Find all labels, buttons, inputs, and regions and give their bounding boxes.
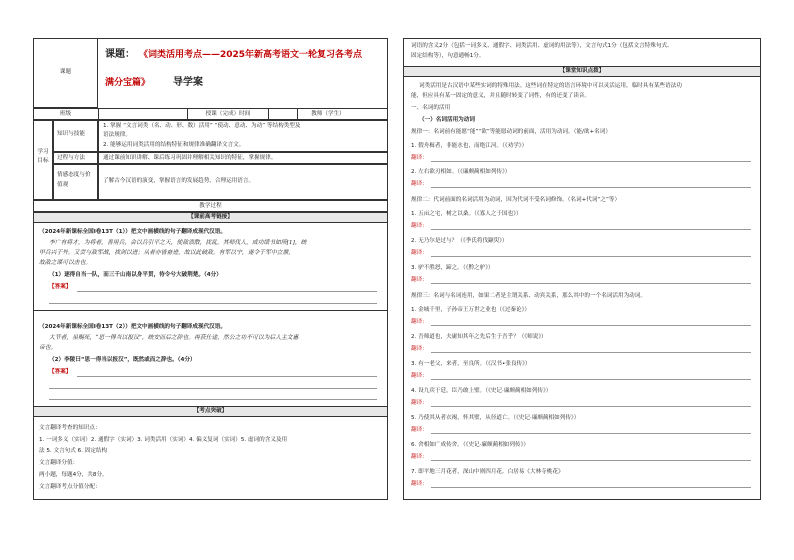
rule1-item1-translate-label: 翻译： xyxy=(411,155,428,161)
rule3-item1-answer-line[interactable] xyxy=(431,325,751,326)
q1-answer-line-2[interactable] xyxy=(49,303,377,304)
rule2-item1-answer-line[interactable] xyxy=(431,229,751,230)
rule3-item5-translate-label: 翻译： xyxy=(411,427,428,433)
score-text: 两小题，每题4分，共8分。 xyxy=(39,472,108,478)
goal-category-3: 情感态度与价值观 xyxy=(57,172,91,188)
goal-line-3: 了解古今汉语的演变，掌握语言的发展趋势，合理运用语言。 xyxy=(103,178,255,184)
page-title-main: 《词类活用考点——2025年新高考语文一轮复习各考点 xyxy=(139,50,363,60)
rule-3: 规律三：名词与名词连用，如果二者是主谓关系、动宾关系，那么其中的一个名词活用为动词。 xyxy=(411,293,646,299)
rule3-item4-answer-line[interactable] xyxy=(431,406,751,407)
rule1-item-1: 1. 假舟楫者，非能水也，而绝江河。（《劝学》） xyxy=(411,143,528,149)
right-page xyxy=(403,38,761,500)
rule3-item6-answer-line[interactable] xyxy=(431,460,751,461)
class-value-cell xyxy=(98,108,188,120)
rule3-item-7: 7. 即平地三月花者，深山中则四月花。白居易《大林寺桃花》 xyxy=(411,469,564,475)
rule2-item1-translate-label: 翻译： xyxy=(411,223,428,229)
q1-passage-line-1: 李广有将才，为将者，善用兵，会以兵引平之天，使敌溃散，扰乱。其师伐人，成功绩书如所[1]，统 xyxy=(49,240,307,246)
page-title-prefix: 课题： xyxy=(105,49,135,60)
rule3-item3-translate-label: 翻译： xyxy=(411,373,428,379)
process-header: 教学过程 xyxy=(199,203,222,209)
class-label: 班级 xyxy=(59,111,72,117)
rule3-item-4: 4. 设九宾于廷，臣乃敢上璧。（《史记·廉颇蔺相如列传》） xyxy=(411,388,552,394)
definition-line-1: 词类活用是古汉语中某些实词的特殊用法。这些词在特定的语言环境中可以灵活运用，临时具有某些语法功 xyxy=(419,83,682,89)
goal-line-1c: 2. 能够运用词类活用的结构特征和规律准确翻译文言文。 xyxy=(103,142,245,148)
intro-line-1: 词语的含义2分（包括一词多义、通假字、词类活用、虚词的用法等），文言句式1分（包括文言特殊句式、 xyxy=(411,43,673,49)
review-header: 【课堂知识点拨】 xyxy=(559,68,605,74)
rule1-item2-translate-label: 翻译： xyxy=(411,181,428,187)
keti-label: 课题 xyxy=(59,69,72,75)
q2-answer-line-2[interactable] xyxy=(49,388,377,389)
time-label: 授课（完成）时间 xyxy=(205,111,251,117)
rule3-item1-translate-label: 翻译： xyxy=(411,319,428,325)
definition-line-2: 能，但应具有某一固定的意义，并且随时转变了词性，有的还变了读音。 xyxy=(411,93,591,99)
page-title-main-2: 满分宝篇》 xyxy=(105,78,151,88)
goals-label: 学习目标 xyxy=(37,149,49,164)
score-distribution: 文言翻译考点分值分配： xyxy=(39,484,101,490)
rule2-item-2: 2. 无乃尔是过与？（《季氏将伐颛臾》） xyxy=(411,238,508,244)
rule2-item-3: 3. 驴不胜怒，蹄之。（《黔之驴》） xyxy=(411,265,494,271)
rule3-item3-answer-line[interactable] xyxy=(431,379,751,380)
rule3-item5-answer-line[interactable] xyxy=(431,433,751,434)
rule-1: 规律一：名词前有能愿“能”“欲”等能愿动词的前面，活用为动词。（能/欲+名词） xyxy=(411,129,611,135)
breakthrough-header: 【考点突破】 xyxy=(193,408,228,414)
rule3-item-3: 3. 有一老父，来者，至良所。（《汉书•张良传》） xyxy=(411,361,531,367)
q2-answer-line-3[interactable] xyxy=(49,399,377,400)
knowledge-intro: 文言翻译考查的知识点： xyxy=(39,425,101,431)
rule2-item3-translate-label: 翻译： xyxy=(411,277,428,283)
rule2-item2-answer-line[interactable] xyxy=(431,256,751,257)
rule3-item6-translate-label: 翻译： xyxy=(411,454,428,460)
rule3-item7-translate-label: 翻译： xyxy=(411,481,428,487)
rule2-item-1: 1. 五亩之宅，树之以桑。（《寡人之于国也》） xyxy=(411,211,522,217)
intro-line-2: 固定结构等），句意通畅1分。 xyxy=(411,53,485,59)
q1-passage-line-3: 故敌之谋可以击也。 xyxy=(39,260,92,266)
preclass-header: 【课前高考链接】 xyxy=(188,214,233,220)
q1-intro: （2024年新课标全国Ⅰ卷13T（1））把文中画横线的句子翻译成现代汉语。 xyxy=(39,229,226,235)
rule3-item-2: 2. 吾师道也，夫庸知其年之先后生于吾乎？（《师说》） xyxy=(411,334,547,340)
q2-passage-line-1: 大节者，虽赐死，“思一得当以报汉”，统安而后之辞也。再获仕途，然公之功不可以为后人主文惠 xyxy=(49,335,299,341)
q1-question: （1）逐得自当一队，而三千山南以身平贯，待令兮大破荆楚。（4分） xyxy=(49,272,222,278)
divider-q1-q2 xyxy=(33,310,388,311)
subsection-1-title: （一）名词活用为动词 xyxy=(419,117,475,123)
rule1-item-2: 2. 左右欲刃相如。（《廉颇蔺相如列传》） xyxy=(411,169,511,175)
rule3-item2-answer-line[interactable] xyxy=(431,352,751,353)
q2-answer-line-1[interactable] xyxy=(77,376,377,377)
time-value-cell xyxy=(268,108,298,120)
rule-2: 规律二：代词前面的名词活用为动词，因为代词不受名词修饰。（名词+代词“之”等） xyxy=(411,197,621,203)
q2-passage-line-2: 帝也。 xyxy=(39,345,57,351)
goal-category-1: 知识与技能 xyxy=(57,131,85,137)
rule3-item-6: 6. 舍相如广成传舍。（《史记·廉颇蔺相如列传》） xyxy=(411,442,529,448)
rule2-item3-answer-line[interactable] xyxy=(431,283,751,284)
page-title-suffix: 导学案 xyxy=(173,77,203,88)
section-1-title: 一、名词的活用 xyxy=(411,105,451,111)
q1-answer-label: 【答案】 xyxy=(49,284,72,290)
rule1-item2-answer-line[interactable] xyxy=(431,187,751,188)
goal-line-1a: 1. 掌握 “文言词类（名、动、形、数）活用” “使动、意动、为动” 等结构类型及 xyxy=(103,123,301,129)
q1-passage-line-2: 甲兵兴于外。又尝与敌军战，拔剑以进；从者亦皆奋进，故以此破敌。有军以宁，遂令于军中立鼎， xyxy=(39,250,295,256)
rule3-item-5: 5. 乃使其从者衣褐，怀其璧，从径道亡。（《史记·廉颇蔺相如列传》） xyxy=(411,415,580,421)
rule3-item4-translate-label: 翻译： xyxy=(411,400,428,406)
goal-line-2: 通过课前知识讲解、课后练习巩固并理解相关知识的特征，掌握规律。 xyxy=(103,155,277,161)
q2-question: （2）李陵曰“思一得当以报汉”，既然或而之辞也。（4分） xyxy=(49,357,196,363)
knowledge-line-2: 法 5. 文言句式 6. 固定结构 xyxy=(39,448,108,454)
knowledge-line-1: 1. 一词多义（实词）2. 通假字（实词）3. 词类活用（实词）4. 偏义复词（实词）5. 虚词的含义及用 xyxy=(39,437,288,443)
rule3-item2-translate-label: 翻译： xyxy=(411,346,428,352)
rule3-item-1: 1. 金城千里，子孙帝王万世之业也（《过秦论》） xyxy=(411,307,530,313)
rule1-item1-answer-line[interactable] xyxy=(431,161,751,162)
left-page xyxy=(33,38,388,500)
teacher-label: 教师（学生） xyxy=(311,111,345,117)
goal-category-2: 过程与方法 xyxy=(57,155,85,161)
rule3-item7-answer-line[interactable] xyxy=(431,487,751,488)
goal-line-1b: 语法规律。 xyxy=(103,132,131,138)
score-intro: 文言翻译分值： xyxy=(39,460,79,466)
q2-answer-label: 【答案】 xyxy=(49,369,72,375)
q1-answer-line-1[interactable] xyxy=(77,291,377,292)
q2-intro: （2024年新课标全国Ⅰ卷13T（2））把文中画横线的句子翻译成现代汉语。 xyxy=(39,324,226,330)
rule2-item2-translate-label: 翻译： xyxy=(411,250,428,256)
